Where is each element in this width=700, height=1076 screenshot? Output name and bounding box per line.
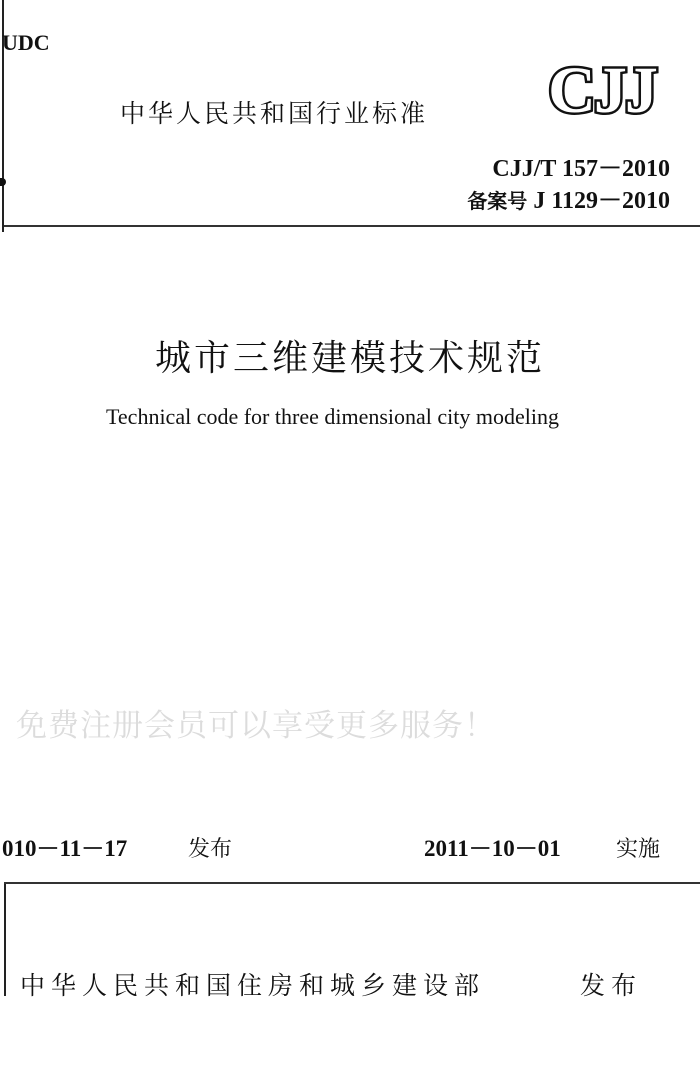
implement-label: 实施 (616, 837, 661, 862)
title-english: Technical code for three dimensional city modeling (106, 404, 559, 429)
cjj-logo (532, 58, 672, 120)
issue-date: 010－11－17 (2, 836, 128, 861)
record-number-line (467, 180, 670, 215)
record-number: J 1129－2010 (533, 188, 670, 214)
logo-text: CJJ (548, 58, 656, 120)
bottom-divider (4, 882, 700, 884)
left-margin-rule-bottom (4, 884, 6, 996)
publisher-name: 中华人民共和国住房和城乡建设部 (20, 971, 486, 1000)
publish-label: 发布 (580, 971, 643, 1000)
top-divider (4, 225, 700, 227)
title-chinese: 城市三维建模技术规范 (154, 338, 545, 379)
industry-standard-heading: 中华人民共和国行业标准 (120, 99, 429, 128)
udc-label: UDC (2, 30, 50, 55)
issue-label: 发布 (188, 837, 233, 862)
standard-code: CJJ/T 157－2010 (492, 156, 670, 182)
record-label: 备案号 (467, 189, 528, 213)
watermark-text: 免费注册会员可以享受更多服务！ (16, 708, 496, 744)
binding-mark (0, 178, 6, 186)
implement-date: 2011－10－01 (424, 836, 561, 861)
